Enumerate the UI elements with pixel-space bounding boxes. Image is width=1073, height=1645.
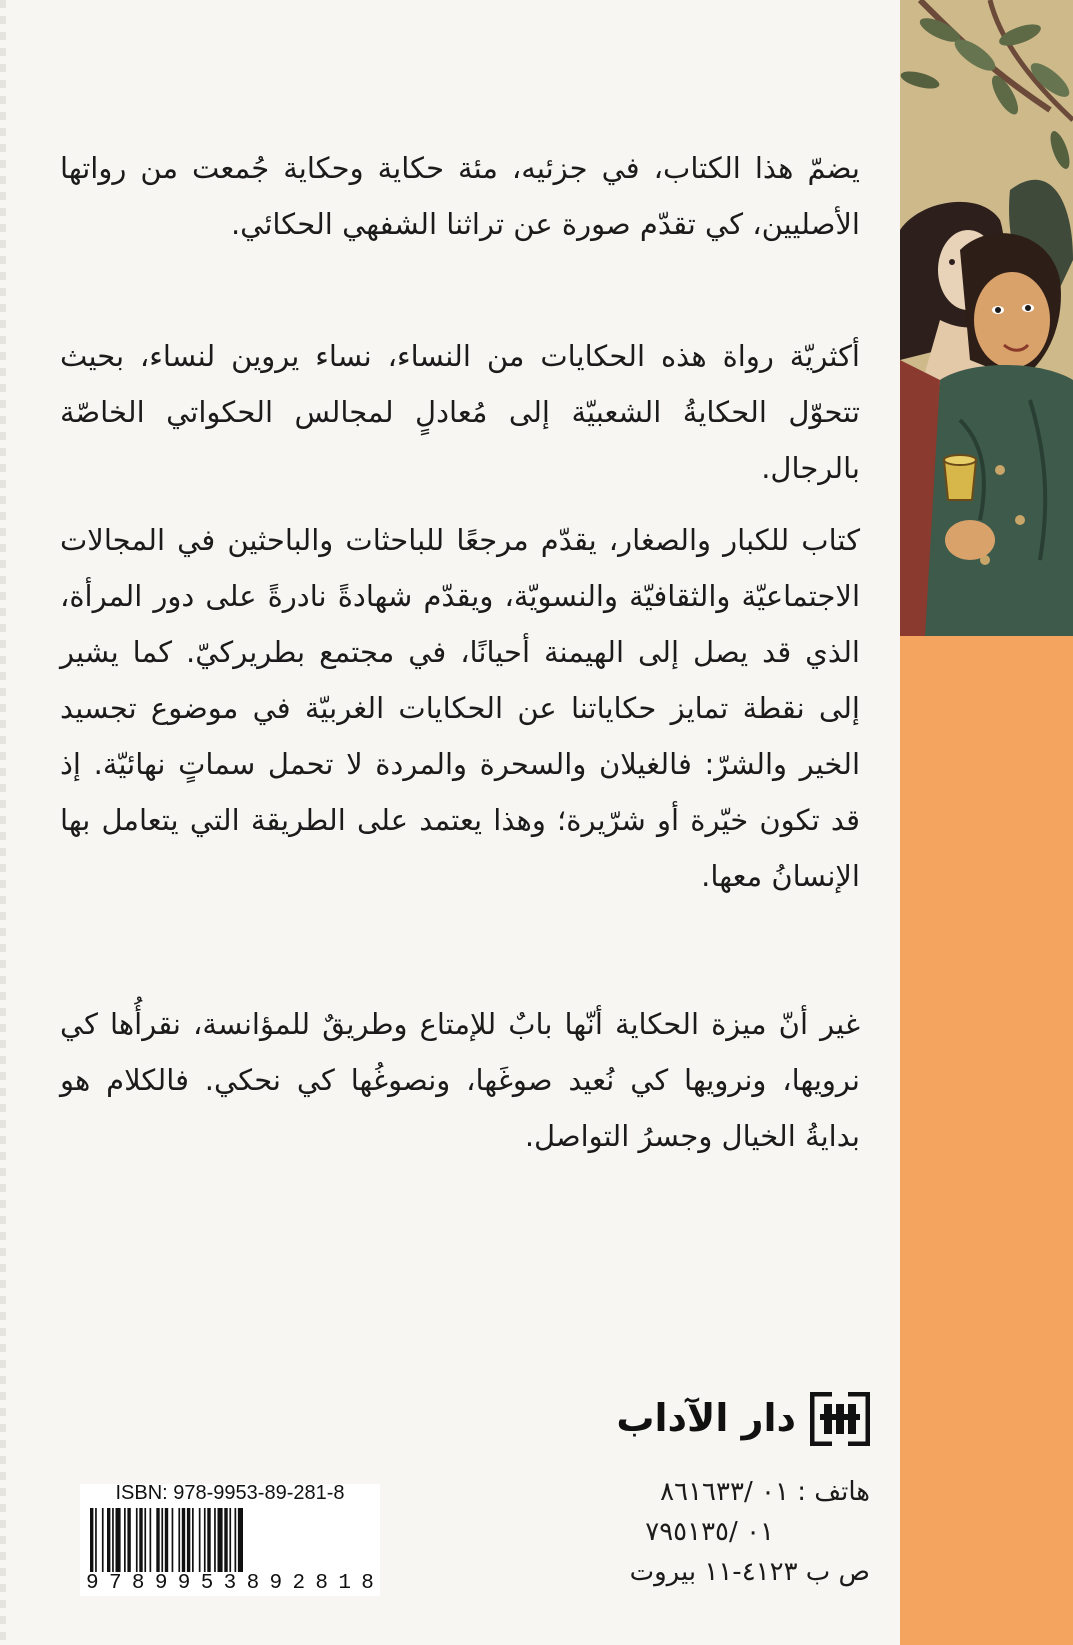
phone-row-1 — [560, 1472, 870, 1512]
barcode-digit: 8 — [315, 1572, 328, 1595]
isbn-barcode — [80, 1484, 380, 1596]
postal-address: ص ب ٤١٢٣-١١ بيروت — [629, 1557, 870, 1587]
barcode-bar — [182, 1508, 185, 1572]
barcode-digit: 2 — [292, 1572, 306, 1595]
barcode-digit: 3 — [223, 1572, 237, 1595]
barcode-bar — [102, 1508, 104, 1572]
barcode-bar — [199, 1508, 201, 1572]
barcode-bar — [136, 1508, 138, 1572]
barcode-bar — [238, 1508, 243, 1572]
publisher-name: دار الآداب — [616, 1396, 796, 1440]
barcode-bar — [229, 1508, 231, 1572]
barcode-bar — [165, 1508, 168, 1572]
publisher-contact — [560, 1472, 870, 1592]
spine-edge — [0, 0, 6, 1645]
barcode-bar — [214, 1508, 216, 1572]
barcode-digit: 7 — [108, 1572, 122, 1595]
paragraph-2 — [60, 328, 860, 496]
barcode-digit: 8 — [361, 1572, 374, 1595]
barcode-bar — [90, 1508, 93, 1572]
barcode-digit: 5 — [200, 1572, 214, 1595]
barcode-bar — [127, 1508, 130, 1572]
address-row — [560, 1552, 870, 1592]
barcode-bar — [192, 1508, 194, 1572]
paragraph-1-text: يضمّ هذا الكتاب، في جزئيه، مئة حكاية وحكاية جُمعت من رواتها الأصليين، كي تقدّم صورة عن تراثنا الشفهي الحكائي. — [60, 151, 860, 241]
phone-number-2: ٠١ /٧٩٥١٣٥ — [645, 1517, 774, 1547]
barcode-digit: 1 — [338, 1572, 351, 1595]
barcode-bar — [178, 1508, 180, 1572]
barcode-digits — [80, 1572, 380, 1595]
barcode-bar — [218, 1508, 223, 1572]
barcode-bar — [139, 1508, 142, 1572]
barcode-bar — [95, 1508, 97, 1572]
barcode-digit: 9 — [269, 1572, 283, 1595]
orange-side-strip — [900, 636, 1073, 1645]
barcode-bar — [144, 1508, 146, 1572]
barcode-digit: 9 — [86, 1572, 99, 1595]
barcode-bar — [112, 1508, 114, 1572]
barcode-bar — [107, 1508, 110, 1572]
barcode-bar — [235, 1508, 237, 1572]
barcode-bar — [207, 1508, 210, 1572]
barcode-digit: 9 — [177, 1572, 191, 1595]
paragraph-4 — [60, 996, 860, 1164]
phone-number-1: ٠١ /٨٦١٦٣٣ — [660, 1477, 789, 1507]
barcode-bar — [187, 1508, 190, 1572]
barcode-bar — [161, 1508, 163, 1572]
barcode-bar — [172, 1508, 174, 1572]
paragraph-3 — [60, 512, 860, 904]
isbn-label: ISBN: 978-9953-89-281-8 — [115, 1482, 345, 1504]
barcode-bar — [224, 1508, 227, 1572]
phone-row-2 — [560, 1512, 870, 1552]
phone-label: هاتف : — [797, 1477, 870, 1507]
barcode-digit: 8 — [131, 1572, 145, 1595]
publisher-logo-icon — [810, 1392, 870, 1446]
paragraph-2-text: أكثريّة رواة هذه الحكايات من النساء، نساء يروين لنساء، بحيث تتحوّل الحكايةُ الشعبيّة إلى مُعادلٍ لمجالس الحكواتي الخاصّة بالرجال. — [60, 339, 860, 485]
cover-illustration — [900, 0, 1073, 636]
paragraph-1 — [60, 140, 860, 252]
barcode-bar — [116, 1508, 121, 1572]
barcode-digit: 8 — [246, 1572, 260, 1595]
barcode-bar — [150, 1508, 152, 1572]
illustration-graphic — [900, 0, 1073, 636]
paragraph-4-text: غير أنّ ميزة الحكاية أنّها بابٌ للإمتاع وطريقٌ للمؤانسة، نقرأُها كي نرويها، ونرويها كي نُعيد صوغَها، ونصوغُها كي نحكي. فالكلام هو بدايةُ الخيال وجسرُ التواصل. — [60, 1007, 860, 1153]
publisher-block — [570, 1390, 870, 1450]
barcode-bar — [156, 1508, 159, 1572]
paragraph-3-text: كتاب للكبار والصغار، يقدّم مرجعًا للباحثات والباحثين في المجالات الاجتماعيّة والثقافيّة والنسويّة، ويقدّم شهادةً نادرةً على دور المرأة، الذي قد يصل إلى الهيمنة أحيانًا، في مجتمع بطريركيّ. كما يشير إلى نقطة تمايز حكاياتنا عن الحكايات الغربيّة في موضوع تجسيد الخير والشرّ: فالغيلان والسحرة والمردة لا تحمل سماتٍ نهائيّة. إذ قد تكون خيّرة أو شرّيرة؛ وهذا يعتمد على الطريقة التي يتعامل بها الإنسانُ معها. — [60, 523, 860, 893]
barcode-bar — [204, 1508, 206, 1572]
barcode-bars — [90, 1508, 370, 1572]
barcode-bar — [124, 1508, 126, 1572]
barcode-digit: 9 — [154, 1572, 168, 1595]
